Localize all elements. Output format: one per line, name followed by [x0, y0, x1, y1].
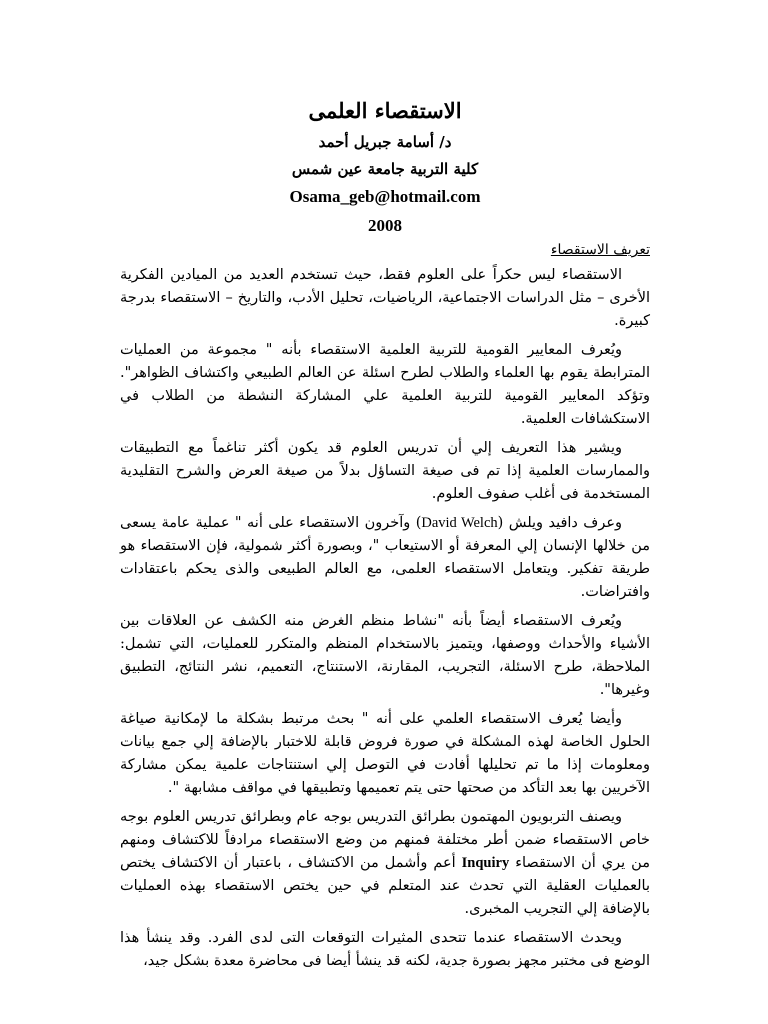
- document-title: الاستقصاء العلمى: [308, 98, 462, 123]
- author-email: Osama_geb@hotmail.com: [289, 187, 481, 206]
- inquiry-term: Inquiry: [461, 855, 510, 871]
- paragraph-4-end: ) وآخرون الاستقصاء على أنه " عملية عامة يسعى من خلالها الإنسان إلي المعرفة أو الاستيعاب "، وبصورة أكثر شمولية، فإن الاستقصاء هو طريقة تفكير. ويتعامل الاستقصاء العلمى، مع العالم الطبيعى والذى يحكم باعتقادات وافتراضات.: [120, 515, 651, 600]
- paragraph-5: ويُعرف الاستقصاء أيضاً بأنه "نشاط منظم الغرض منه الكشف عن العلاقات بين الأشياء والأحداث ووصفها، ويتميز بالاستخدام المنظم والمتكرر للعمليات، التي تشمل: الملاحظة، طرح الاسئلة، التجريب، المقارنة، الاستنتاج، التعميم، نشر النتائج، التطبيق وغيرها".: [120, 613, 650, 698]
- paragraph-4-start: وعرف دافيد ويلش (: [497, 515, 622, 531]
- paragraph-1: الاستقصاء ليس حكراً على العلوم فقط، حيث تستخدم العديد من الميادين الفكرية الأخرى – مثل الدراسات الاجتماعية، الرياضيات، تحليل الأدب، والتاريخ – الاستقصاء بدرجة كبيرة.: [120, 267, 650, 329]
- paragraph-7: [120, 806, 650, 921]
- paragraph-6: وأيضا يُعرف الاستقصاء العلمي على أنه " بحث مرتبط بشكلة ما لإمكانية صياغة الحلول الخاصة لهذه المشكلة في صورة فروض قابلة للاختبار بالإضافة إلي جمع بيانات ومعلومات إذا ما تم تحليلها أفادت في التوصل إلي استنتاجات علمية يمكن مشاركة الآخريين بها بعد التأكد من صحتها حتى يتم تعميمها وتطبيقها في مواقف مشابهة ".: [120, 711, 650, 796]
- document-header: [120, 98, 650, 236]
- paragraph-8: ويحدث الاستقصاء عندما تتحدى المثيرات التوقعات التى لدى الفرد. وقد ينشأ هذا الوضع فى مختبر مجهز بصورة جدية، لكنه قد ينشأ أيضا فى محاضرة معدة بشكل جيد،: [120, 930, 650, 969]
- author-name: د/ أسامة جبريل أحمد: [318, 133, 452, 151]
- paragraph-3: ويشير هذا التعريف إلي أن تدريس العلوم قد يكون أكثر تناغماً مع التطبيقات والممارسات العلمية إذا تم فى صيغة التساؤل بدلاً من صيغة العرض والشرح التقليدية المستخدمة فى أغلب صفوف العلوم.: [120, 440, 650, 502]
- publication-year: 2008: [368, 216, 402, 235]
- paragraph-7-start: ويصنف التربويون المهتمون بطرائق التدريس بوجه عام وبطرائق تدريس العلوم بوجه خاص الاستقصاء ضمن أطر مختلفة فمنهم من وضع الاستقصاء مرادفاً للاكتشاف ومنهم من يري أن الاستقصاء: [120, 809, 650, 871]
- paragraph-7-end: أعم وأشمل من الاكتشاف ، باعتبار أن الاكتشاف يختص بالعمليات العقلية التي تحدث عند المتعلم في حين يختص الاستقصاء بهذه العمليات بالإضافة إلي التجريب المخبرى.: [120, 855, 650, 917]
- david-welch-name: David Welch: [421, 515, 498, 531]
- paragraph-2: ويُعرف المعايير القومية للتربية العلمية الاستقصاء بأنه " مجموعة من العمليات المترابطة يقوم بها العلماء والطلاب لطرح اسئلة عن العالم الطبيعي واكتشاف الظواهر". وتؤكد المعايير القومية للتربية العلمية علي المشاركة النشطة من الطلاب في الاستكشافات العلمية.: [120, 342, 650, 427]
- author-affiliation: كلية التربية جامعة عين شمس: [291, 160, 479, 178]
- section-heading: تعريف الاستقصاء: [550, 242, 650, 258]
- paragraph-4: [120, 512, 650, 604]
